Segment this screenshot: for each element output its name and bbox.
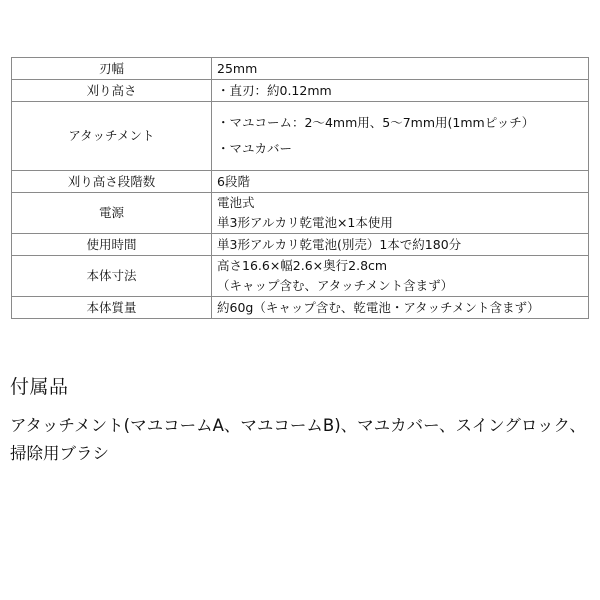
spec-label: 電源 — [12, 193, 212, 234]
spec-row-attachment — [12, 102, 589, 171]
accessories-list — [10, 412, 586, 468]
spec-value — [212, 234, 589, 256]
accessories-line: 掃除用ブラシ — [10, 444, 109, 463]
spec-value-line: 電池式 — [217, 195, 255, 210]
spec-row-blade-width — [12, 58, 589, 80]
spec-table — [11, 57, 589, 319]
spec-label: 使用時間 — [12, 234, 212, 256]
spec-value-line: 単3形アルカリ乾電池×1本使用 — [217, 215, 393, 230]
accessories-line: アタッチメント(マユコームA、マユコームB)、マユカバー、スイングロック、 — [10, 416, 586, 435]
spec-value-line: 単3形アルカリ乾電池(別売）1本で約180分 — [217, 236, 462, 252]
spec-value — [212, 80, 589, 102]
spec-value-line: 25mm — [217, 60, 258, 76]
spec-row-height-steps — [12, 171, 589, 193]
spec-row-cut-height — [12, 80, 589, 102]
spec-value-line: ・マユコーム：2～4mm用、5～7mm用(1mmピッチ） — [217, 115, 535, 130]
accessories-heading: 付属品 — [10, 376, 69, 398]
spec-value-line: （キャップ含む、アタッチメント含まず） — [217, 278, 454, 293]
spec-label: 本体寸法 — [12, 256, 212, 297]
spec-label: 刃幅 — [12, 58, 212, 80]
spec-value — [212, 256, 589, 297]
spec-row-weight — [12, 297, 589, 319]
spec-value-line: ・マユカバー — [217, 141, 293, 156]
spec-value — [212, 58, 589, 80]
spec-value — [212, 171, 589, 193]
spec-row-usage-time — [12, 234, 589, 256]
spec-value — [212, 102, 589, 171]
spec-value-line: 高さ16.6×幅2.6×奥行2.8cm — [217, 258, 388, 273]
spec-value-line: 約60g（キャップ含む、乾電池・アタッチメント含まず） — [217, 299, 540, 315]
spec-label: アタッチメント — [12, 102, 212, 171]
spec-label: 刈り高さ — [12, 80, 212, 102]
spec-label: 本体質量 — [12, 297, 212, 319]
spec-value — [212, 297, 589, 319]
spec-row-power — [12, 193, 589, 234]
spec-value-line: ・直刃：約0.12mm — [217, 82, 332, 98]
spec-value — [212, 193, 589, 234]
spec-row-dimensions — [12, 256, 589, 297]
spec-value-line: 6段階 — [217, 173, 250, 189]
spec-label: 刈り高さ段階数 — [12, 171, 212, 193]
